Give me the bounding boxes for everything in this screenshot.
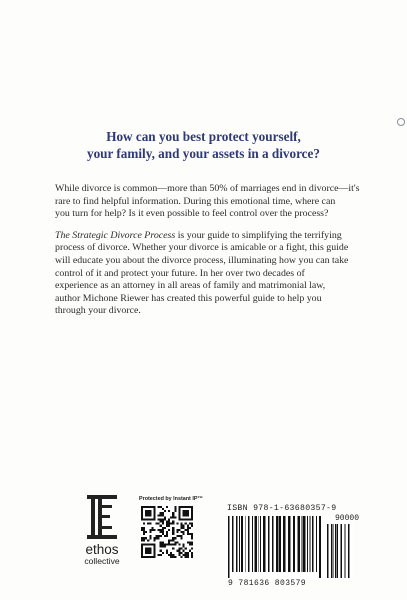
p2-line-1-text: is your guide to simplifying the terrifying (175, 229, 342, 241)
p2-line-5: experience as an attorney in all areas of family and matrimonial law, (55, 280, 326, 292)
book-title: The Strategic Divorce Process (55, 229, 176, 241)
ethos-logo-icon (87, 495, 117, 539)
headline (0, 128, 407, 162)
book-description (55, 183, 360, 327)
edge-ring-mark (397, 118, 405, 126)
p1-line-2: rare to find helpful information. During this emotional time, where can (55, 195, 336, 207)
p2-line-4: control of it and protect your future. In her over two decades of (55, 267, 305, 279)
publisher-logo (80, 495, 124, 566)
p2-line-7: through your divorce. (55, 305, 141, 317)
barcode-addon: 90000 (335, 514, 360, 523)
publisher-sub: collective (84, 556, 120, 566)
qr-label: Protected by Instant IP™ (139, 496, 203, 502)
headline-line-1: How can you best protect yourself, (106, 129, 301, 144)
barcode-digits: 9 781636 803579 (228, 579, 307, 588)
description-paragraph-1 (55, 183, 360, 221)
isbn-text: ISBN 978-1-63680357-9 (227, 504, 337, 513)
barcode-icon (225, 516, 353, 580)
p1-line-3: you turn for help? Is it even possible to feel control over the process? (55, 208, 329, 220)
publisher-name: ethos (85, 542, 119, 557)
p2-line-1 (55, 230, 355, 243)
p2-line-3: will educate you about the divorce process, illuminating how you can take (55, 254, 349, 266)
p2-line-2: process of divorce. Whether your divorce is amicable or a fight, this guide (55, 242, 349, 254)
qr-code-icon (141, 506, 193, 558)
p1-line-1: While divorce is common—more than 50% of marriages end in divorce—it's (55, 183, 360, 194)
description-paragraph-2 (55, 230, 355, 318)
headline-line-2: your family, and your assets in a divorce? (86, 146, 320, 161)
p2-line-6: author Michone Riewer has created this powerful guide to help you (55, 292, 322, 304)
